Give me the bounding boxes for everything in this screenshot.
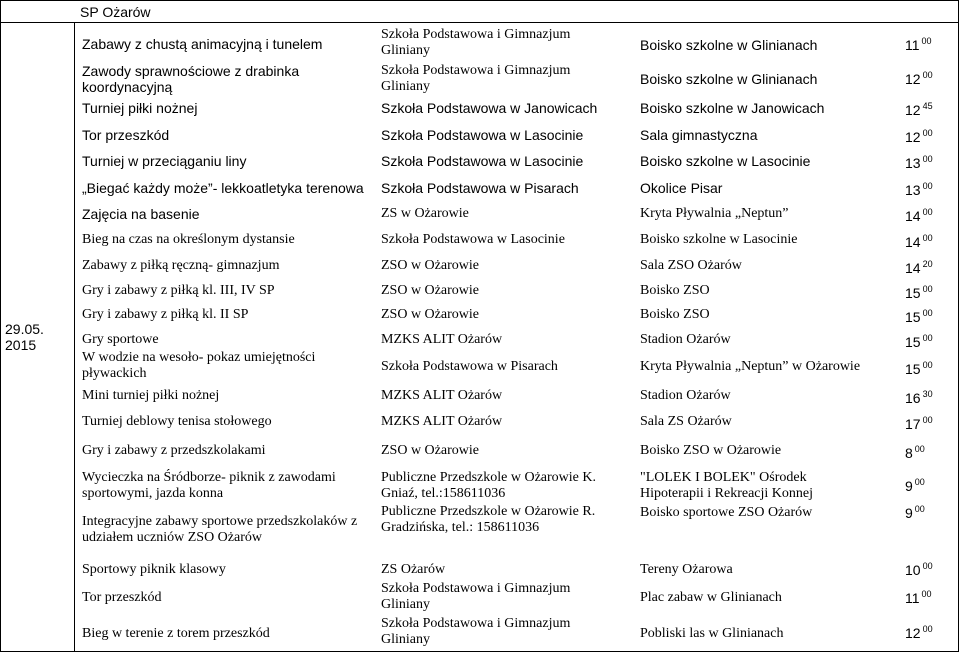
row-place: Boisko sportowe ZSO Ożarów bbox=[640, 505, 813, 520]
row-activity: Turniej deblowy tenisa stołowego bbox=[82, 414, 272, 429]
row-time: 15 $^{00}$ bbox=[905, 333, 933, 350]
row-activity: Bieg na czas na określonym dystansie bbox=[82, 232, 295, 247]
row-time: 16 $^{30}$ bbox=[905, 389, 933, 406]
row-place: Sala ZS Ożarów bbox=[640, 414, 732, 429]
row-organizer: ZSO w Ożarowie bbox=[381, 443, 479, 458]
row-time: 10 $^{00}$ bbox=[905, 561, 933, 578]
row-place: Boisko ZSO bbox=[640, 283, 710, 298]
row-time: 9 $^{00}$ bbox=[905, 477, 925, 494]
row-activity: Tor przeszkód bbox=[82, 590, 162, 605]
row-time: 15 $^{00}$ bbox=[905, 308, 933, 325]
row-place: Sala ZSO Ożarów bbox=[640, 258, 742, 273]
row-activity: Turniej w przeciąganiu liny bbox=[82, 153, 247, 169]
row-activity: Zawody sprawnościowe z drabinka koordynacyjną bbox=[82, 63, 300, 95]
row-organizer: Szkoła Podstawowa i Gimnazjum Gliniany bbox=[381, 581, 571, 612]
row-time: 8 $^{00}$ bbox=[905, 444, 925, 461]
row-time: 14 $^{00}$ bbox=[905, 207, 933, 224]
date-text: 29.05. 2015 bbox=[5, 321, 44, 353]
row-organizer: Szkoła Podstawowa w Janowicach bbox=[381, 100, 598, 116]
row-time: 12 $^{00}$ bbox=[905, 70, 933, 87]
row-activity: Tor przeszkód bbox=[82, 127, 170, 143]
row-activity: Gry i zabawy z przedszkolakami bbox=[82, 443, 266, 458]
row-organizer: MZKS ALIT Ożarów bbox=[381, 332, 503, 347]
row-activity: Zabawy z chustą animacyjną i tunelem bbox=[82, 36, 323, 52]
row-time: 12 $^{00}$ bbox=[905, 128, 933, 145]
row-place: Boisko szkolne w Glinianach bbox=[640, 37, 818, 53]
row-activity: Gry i zabawy z piłką kl. II SP bbox=[82, 307, 249, 322]
row-activity: Mini turniej piłki nożnej bbox=[82, 388, 220, 403]
row-organizer: ZS w Ożarowie bbox=[381, 206, 469, 221]
row-place: Okolice Pisar bbox=[640, 180, 723, 196]
row-activity: Zajęcia na basenie bbox=[82, 206, 200, 222]
row-place: Stadion Ożarów bbox=[640, 332, 731, 347]
row-organizer: ZSO w Ożarowie bbox=[381, 307, 479, 322]
row-time: 14 $^{00}$ bbox=[905, 233, 933, 250]
row-place: "LOLEK I BOLEK" Ośrodek Hipoterapii i Rekreacji Konnej bbox=[640, 470, 813, 501]
row-time: 11 $^{00}$ bbox=[905, 589, 932, 606]
row-time: 11 $^{00}$ bbox=[905, 36, 932, 53]
row-organizer: ZSO w Ożarowie bbox=[381, 283, 479, 298]
row-activity: Zabawy z piłką ręczną- gimnazjum bbox=[82, 258, 280, 273]
row-organizer: Szkoła Podstawowa w Lasocinie bbox=[381, 153, 584, 169]
row-place: Plac zabaw w Glinianach bbox=[640, 590, 782, 605]
row-time: 12 $^{45}$ bbox=[905, 101, 933, 118]
row-place: Boisko ZSO bbox=[640, 307, 710, 322]
row-activity: „Biegać każdy może”- lekkoatletyka terenowa bbox=[82, 180, 364, 196]
date-cell bbox=[1, 23, 75, 652]
row-place: Boisko szkolne w Glinianach bbox=[640, 71, 818, 87]
row-time: 13 $^{00}$ bbox=[905, 154, 933, 171]
row-organizer: ZS Ożarów bbox=[381, 562, 446, 577]
row-place: Tereny Ożarowa bbox=[640, 562, 733, 577]
row-organizer: Szkoła Podstawowa i Gimnazjum Gliniany bbox=[381, 616, 571, 647]
row-time: 14 $^{20}$ bbox=[905, 259, 933, 276]
row-activity: Bieg w terenie z torem przeszkód bbox=[82, 626, 270, 641]
row-organizer: Publiczne Przedszkole w Ożarowie R. Gradzińska, tel.: 158611036 bbox=[381, 504, 596, 535]
events-cell bbox=[75, 23, 959, 652]
row-organizer: Publiczne Przedszkole w Ożarowie K. Gniaź, tel.:158611036 bbox=[381, 470, 596, 501]
row-activity: Turniej piłki nożnej bbox=[82, 100, 198, 116]
row-organizer: Szkoła Podstawowa i Gimnazjum Gliniany bbox=[381, 27, 571, 58]
row-place: Pobliski las w Glinianach bbox=[640, 626, 784, 641]
row-place: Boisko szkolne w Lasocinie bbox=[640, 153, 811, 169]
row-place: Boisko szkolne w Lasocinie bbox=[640, 232, 798, 247]
row-activity: Gry i zabawy z piłką kl. III, IV SP bbox=[82, 283, 275, 298]
row-place: Boisko szkolne w Janowicach bbox=[640, 100, 825, 116]
row-time: 15 $^{00}$ bbox=[905, 284, 933, 301]
row-activity: Integracyjne zabawy sportowe przedszkolaków z udziałem uczniów ZSO Ożarów bbox=[82, 514, 358, 545]
row-organizer: MZKS ALIT Ożarów bbox=[381, 388, 503, 403]
row-place: Sala gimnastyczna bbox=[640, 127, 758, 143]
row-organizer: Szkoła Podstawowa i Gimnazjum Gliniany bbox=[381, 63, 571, 94]
row-time: 9 $^{00}$ bbox=[905, 504, 925, 521]
row-time: 13 $^{00}$ bbox=[905, 181, 933, 198]
row-place: Stadion Ożarów bbox=[640, 388, 731, 403]
row-activity: W wodzie na wesoło- pokaz umiejętności pływackich bbox=[82, 350, 316, 381]
row-activity: Wycieczka na Śródborze- piknik z zawodami sportowymi, jazda konna bbox=[82, 470, 336, 501]
row-place: Kryta Pływalnia „Neptun” w Ożarowie bbox=[640, 359, 861, 374]
row-time: 12 $^{00}$ bbox=[905, 624, 933, 641]
school-header: SP Ożarów bbox=[80, 4, 151, 20]
row-time: 15 $^{00}$ bbox=[905, 360, 933, 377]
row-organizer: Szkoła Podstawowa w Lasocinie bbox=[381, 232, 565, 247]
row-place: Kryta Pływalnia „Neptun” bbox=[640, 206, 789, 221]
row-organizer: Szkoła Podstawowa w Lasocinie bbox=[381, 127, 584, 143]
row-organizer: MZKS ALIT Ożarów bbox=[381, 414, 503, 429]
row-time: 17 $^{00}$ bbox=[905, 415, 933, 432]
row-organizer: Szkoła Podstawowa w Pisarach bbox=[381, 180, 579, 196]
row-activity: Sportowy piknik klasowy bbox=[82, 562, 226, 577]
row-organizer: ZSO w Ożarowie bbox=[381, 258, 479, 273]
row-activity: Gry sportowe bbox=[82, 332, 159, 347]
row-place: Boisko ZSO w Ożarowie bbox=[640, 443, 782, 458]
row-organizer: Szkoła Podstawowa w Pisarach bbox=[381, 359, 558, 374]
